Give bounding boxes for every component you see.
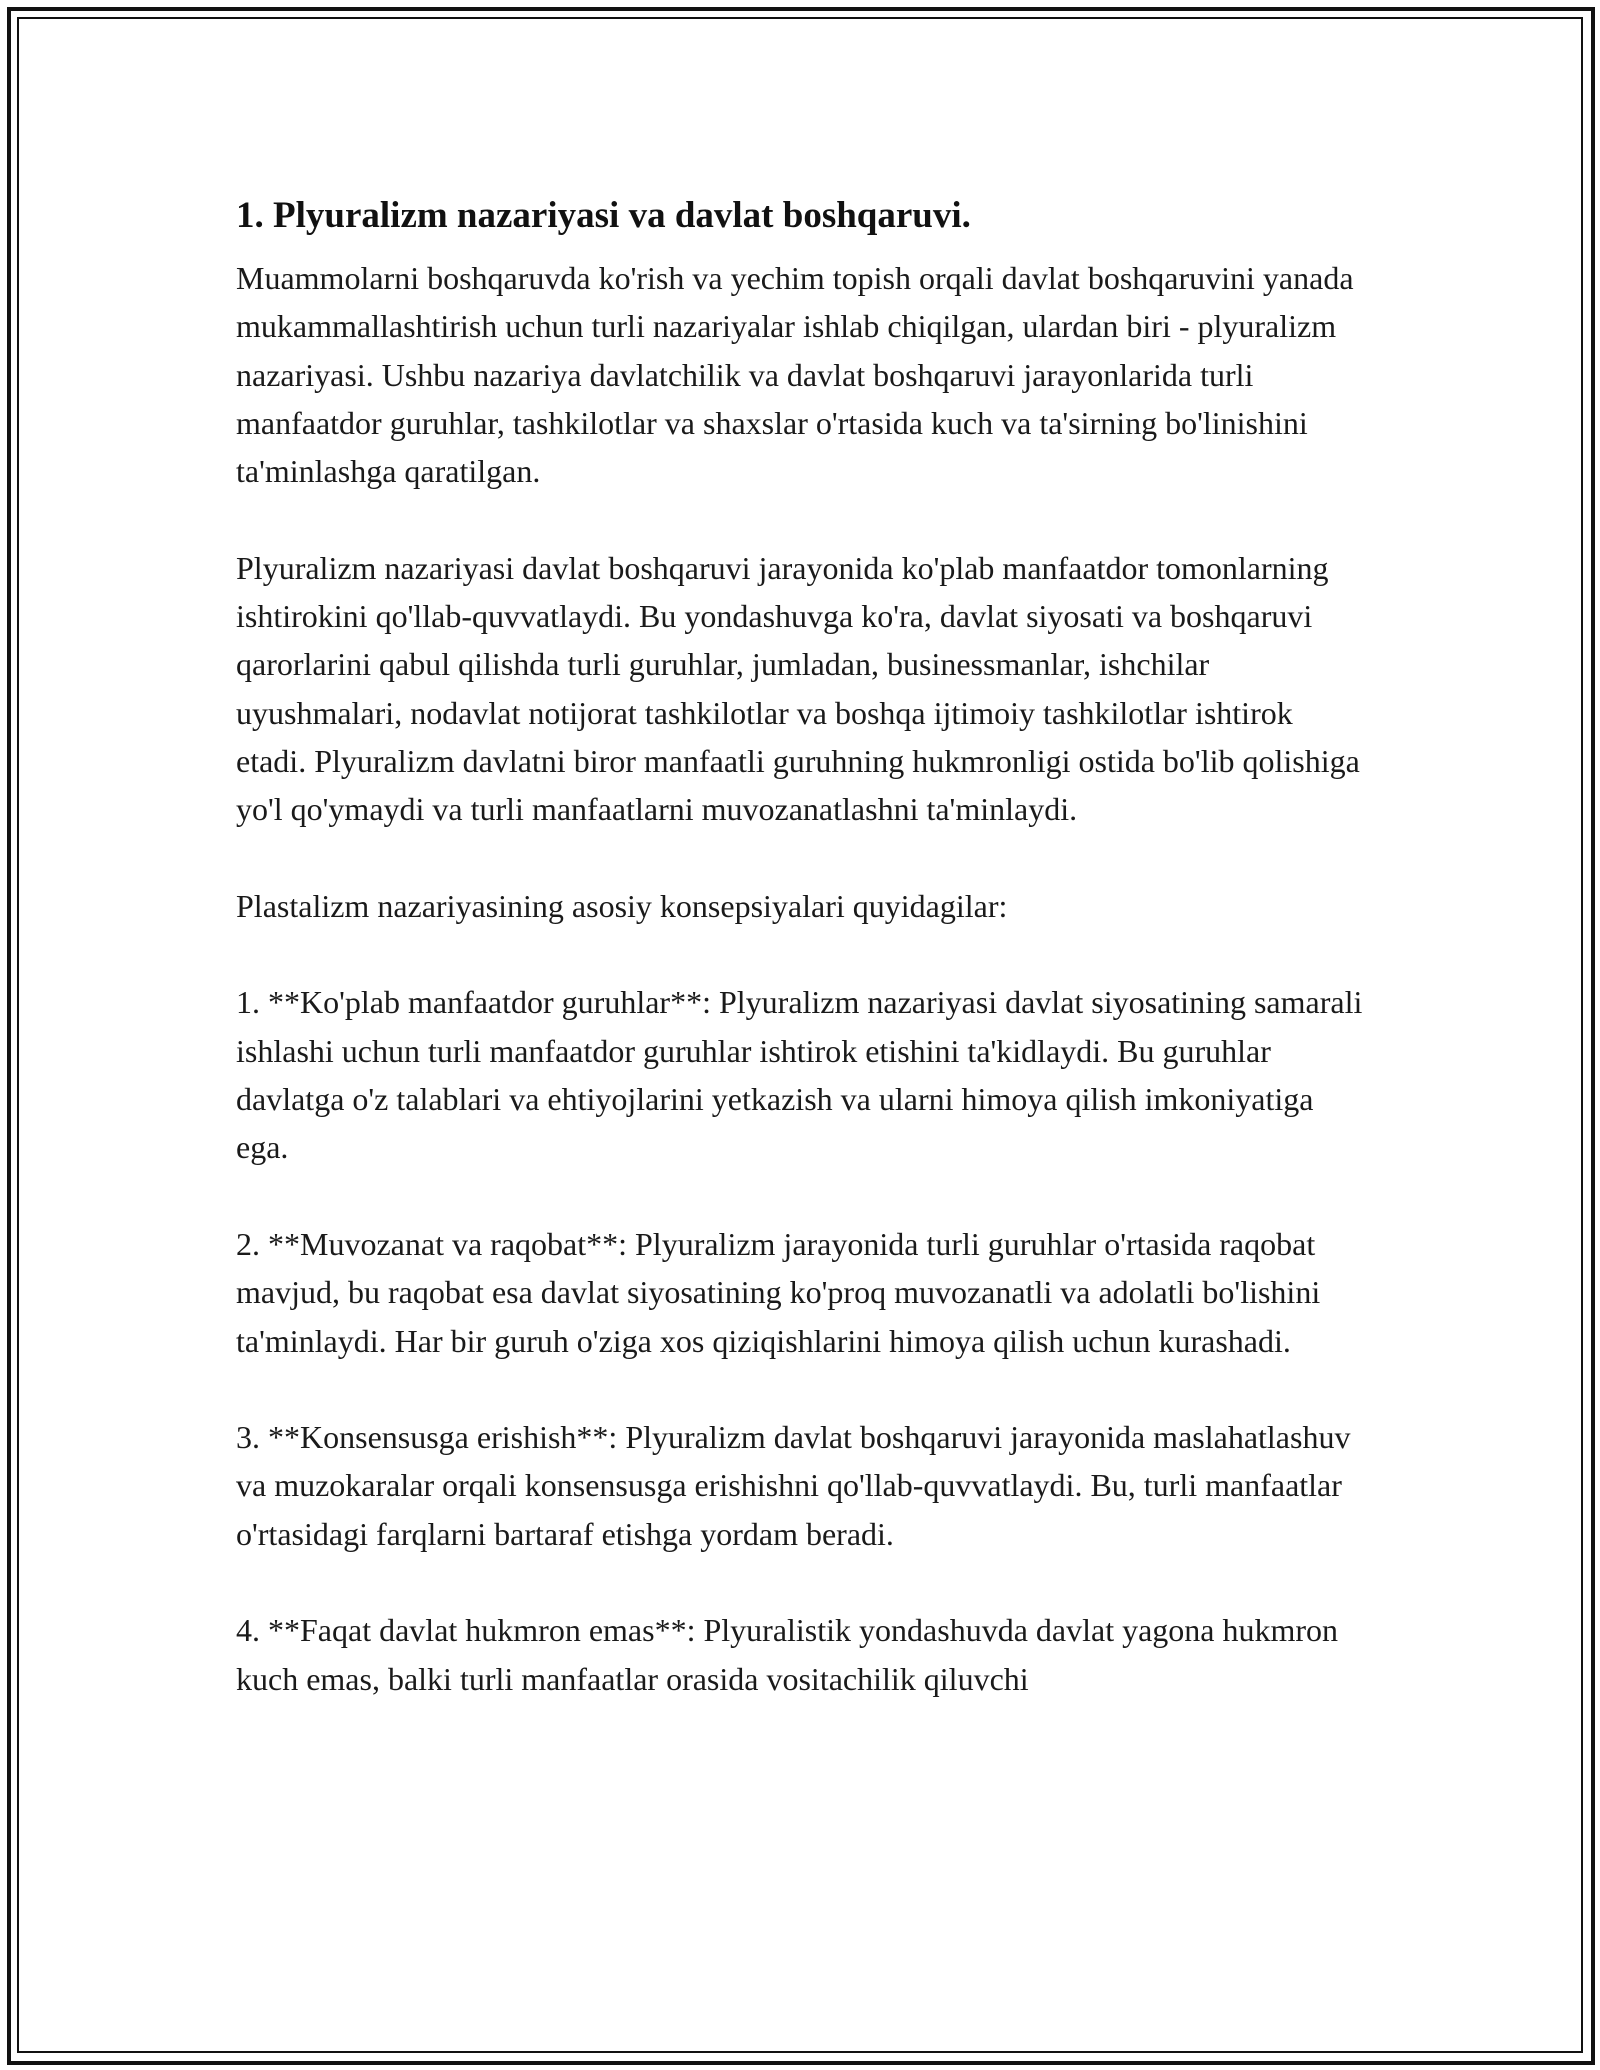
paragraph-participation: Plyuralizm nazariyasi davlat boshqaruvi jarayonida ko'plab manfaatdor tomonlarning ishtirokini qo'llab-quvvatlaydi. Bu yondashuvga ko'ra, davlat siyosati va boshqaruvi qarorlarini qabul qilishda turli guruhlar, jumladan, businessmanlar, ishchilar uyushmalari, nodavlat notijorat tashkilotlar va boshqa ijtimoiy tashkilotlar ishtirok etadi. Plyuralizm davlatni biror manfaatli guruhning hukmronligi ostida bo'lib qolishiga yo'l qo'ymaydi va turli manfaatlarni muvozanatlashni ta'minlaydi. [236, 549, 1360, 828]
list-item-1: 1. **Ko'plab manfaatdor guruhlar**: Plyuralizm nazariyasi davlat siyosatining samarali ishlashi uchun turli manfaatdor guruhlar ishtirok etishini ta'kidlaydi. Bu guruhlar davlatga o'z talablari va ehtiyojlarini yetkazish va ularni himoya qilish imkoniyatiga ega. [236, 984, 1363, 1166]
list-item-2: 2. **Muvozanat va raqobat**: Plyuralizm jarayonida turli guruhlar o'rtasida raqobat mavjud, bu raqobat esa davlat siyosatining ko'proq muvozanatli va adolatli bo'lishini ta'minlaydi. Har bir guruh o'ziga xos qiziqishlarini himoya qilish uchun kurashadi. [236, 1225, 1321, 1359]
document-title: 1. Plyuralizm nazariyasi va davlat boshqaruvi. [236, 195, 971, 236]
paragraph-intro: Muammolarni boshqaruvda ko'rish va yechim topish orqali davlat boshqaruvini yanada mukammallashtirish uchun turli nazariyalar ishlab chiqilgan, ulardan biri - plyuralizm nazariyasi. Ushbu nazariya davlatchilik va davlat boshqaruvi jarayonlarida turli manfaatdor guruhlar, tashkilotlar va shaxslar o'rtasida kuch va ta'sirning bo'linishini ta'minlashga qaratilgan. [236, 260, 1354, 490]
document-body [236, 188, 1366, 1751]
list-item-3: 3. **Konsensusga erishish**: Plyuralizm davlat boshqaruvi jarayonida maslahatlashuv va muzokaralar orqali konsensusga erishishni qo'llab-quvvatlaydi. Bu, turli manfaatlar o'rtasidagi farqlarni bartaraf etishga yordam beradi. [236, 1419, 1351, 1552]
paragraph-concepts-intro: Plastalizm nazariyasining asosiy konsepsiyalari quyidagilar: [236, 887, 1008, 924]
list-item-4: 4. **Faqat davlat hukmron emas**: Plyuralistik yondashuvda davlat yagona hukmron kuch emas, balki turli manfaatlar orasida vositachilik qiluvchi [236, 1612, 1339, 1697]
